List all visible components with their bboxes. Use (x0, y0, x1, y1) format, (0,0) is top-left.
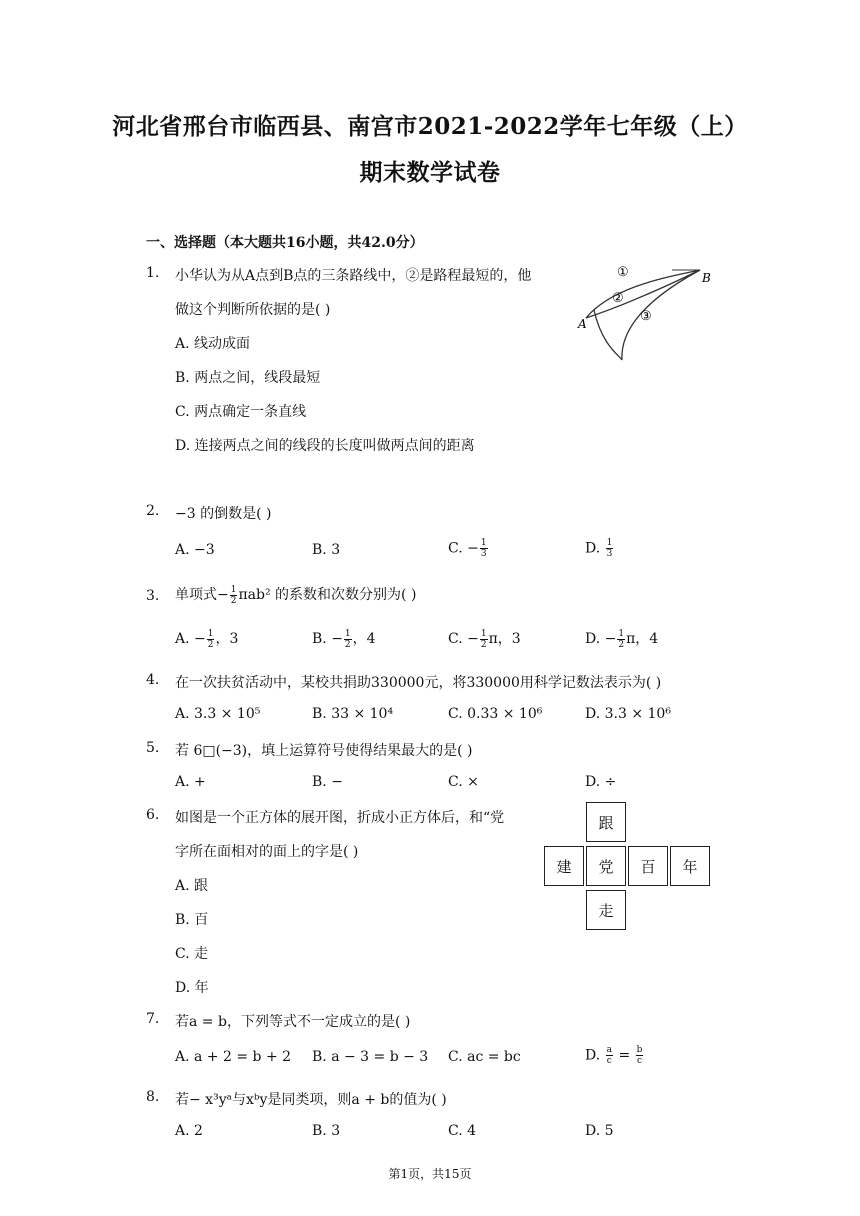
option-b: B. 两点之间，线段最短 (175, 370, 321, 386)
question-number: 3. (146, 588, 160, 604)
option-b: B. 3 (312, 1123, 341, 1139)
option-a: A. a + 2 = b + 2 (175, 1049, 292, 1065)
net-cell-center: 党 (586, 846, 626, 886)
option-c: C. 4 (448, 1123, 477, 1139)
option-d: D. 5 (585, 1123, 614, 1139)
question-number: 5. (146, 740, 160, 756)
option-d: D. ÷ (585, 774, 617, 790)
question-text: 若 6□(−3)，填上运算符号使得结果最大的是( ) (175, 743, 473, 759)
option-d: D. 3.3 × 10⁶ (585, 706, 671, 722)
question-text: 如图是一个正方体的展开图，折成小正方体后，和“党 (175, 810, 505, 826)
question-text: 单项式− $\frac{1}{2}$ πab² 的系数和次数分别为( ) (175, 584, 417, 606)
option-a: A. 2 (175, 1123, 203, 1139)
option-a: A. − $\frac{1}{2}$ ，3 (175, 628, 239, 650)
net-cell-right1: 百 (628, 846, 668, 886)
route-label-3: ③ (640, 309, 652, 324)
net-cell-left: 建 (544, 846, 584, 886)
question-text: 若a = b，下列等式不一定成立的是( ) (175, 1014, 411, 1030)
route-diagram (572, 256, 722, 366)
option-c: C. 走 (175, 946, 209, 962)
net-cell-top: 跟 (586, 802, 626, 842)
question-number: 4. (146, 672, 160, 688)
option-c: C. − $\frac{1}{3}$ (448, 538, 487, 559)
net-cell-bottom: 走 (586, 890, 626, 930)
option-c: C. ac = bc (448, 1049, 521, 1065)
option-c: C. 0.33 × 10⁶ (448, 706, 543, 722)
option-c: C. × (448, 774, 479, 790)
option-c: C. − $\frac{1}{2}$ π，3 (448, 628, 521, 650)
option-d: D. − $\frac{1}{2}$ π，4 (585, 628, 659, 650)
question-number: 8. (146, 1089, 160, 1105)
option-d: D. 年 (175, 980, 209, 996)
question-text: 小华认为从A点到B点的三条路线中，②是路程最短的，他 (175, 268, 532, 284)
point-a-label: A (578, 317, 587, 331)
option-c: C. 两点确定一条直线 (175, 404, 307, 420)
option-b: B. − (312, 774, 343, 790)
route-label-2: ② (612, 291, 624, 306)
net-cell-right2: 年 (670, 846, 710, 886)
option-a: A. 线动成面 (175, 336, 251, 352)
question-number: 2. (146, 503, 160, 519)
option-a: A. 跟 (175, 878, 209, 894)
option-b: B. − $\frac{1}{2}$ ，4 (312, 628, 376, 650)
page-footer: 第1页，共15页 (388, 1167, 472, 1181)
page-subtitle: 期末数学试卷 (359, 159, 501, 186)
option-a: A. −3 (175, 542, 215, 558)
option-a: A. + (175, 774, 206, 790)
question-text: 做这个判断所依据的是( ) (175, 302, 331, 318)
question-number: 7. (146, 1011, 160, 1027)
page-title: 河北省邢台市临西县、南宫市2021-2022学年七年级（上） (112, 113, 748, 140)
section-heading: 一、选择题（本大题共16小题，共42.0分） (146, 235, 424, 251)
option-d: D. $\frac{1}{3}$ (585, 538, 613, 559)
point-b-label: B (702, 271, 711, 285)
question-text: 字所在面相对的面上的字是( ) (175, 844, 359, 860)
question-text: 若− x³yᵃ与xᵇy是同类项，则a + b的值为( ) (175, 1092, 447, 1108)
question-number: 1. (146, 265, 160, 281)
option-b: B. 3 (312, 542, 341, 558)
question-text: −3 的倒数是( ) (175, 506, 272, 522)
route-label-1: ① (617, 265, 629, 280)
option-d: D. $\frac{a}{c}$ = $\frac{b}{c}$ (585, 1045, 643, 1066)
question-text: 在一次扶贫活动中，某校共捐助330000元，将330000用科学记数法表示为( ) (175, 675, 662, 691)
option-b: B. 33 × 10⁴ (312, 706, 394, 722)
option-b: B. 百 (175, 912, 209, 928)
option-b: B. a − 3 = b − 3 (312, 1049, 429, 1065)
option-d: D. 连接两点之间的线段的长度叫做两点间的距离 (175, 438, 475, 454)
question-number: 6. (146, 807, 160, 823)
option-a: A. 3.3 × 10⁵ (175, 706, 261, 722)
